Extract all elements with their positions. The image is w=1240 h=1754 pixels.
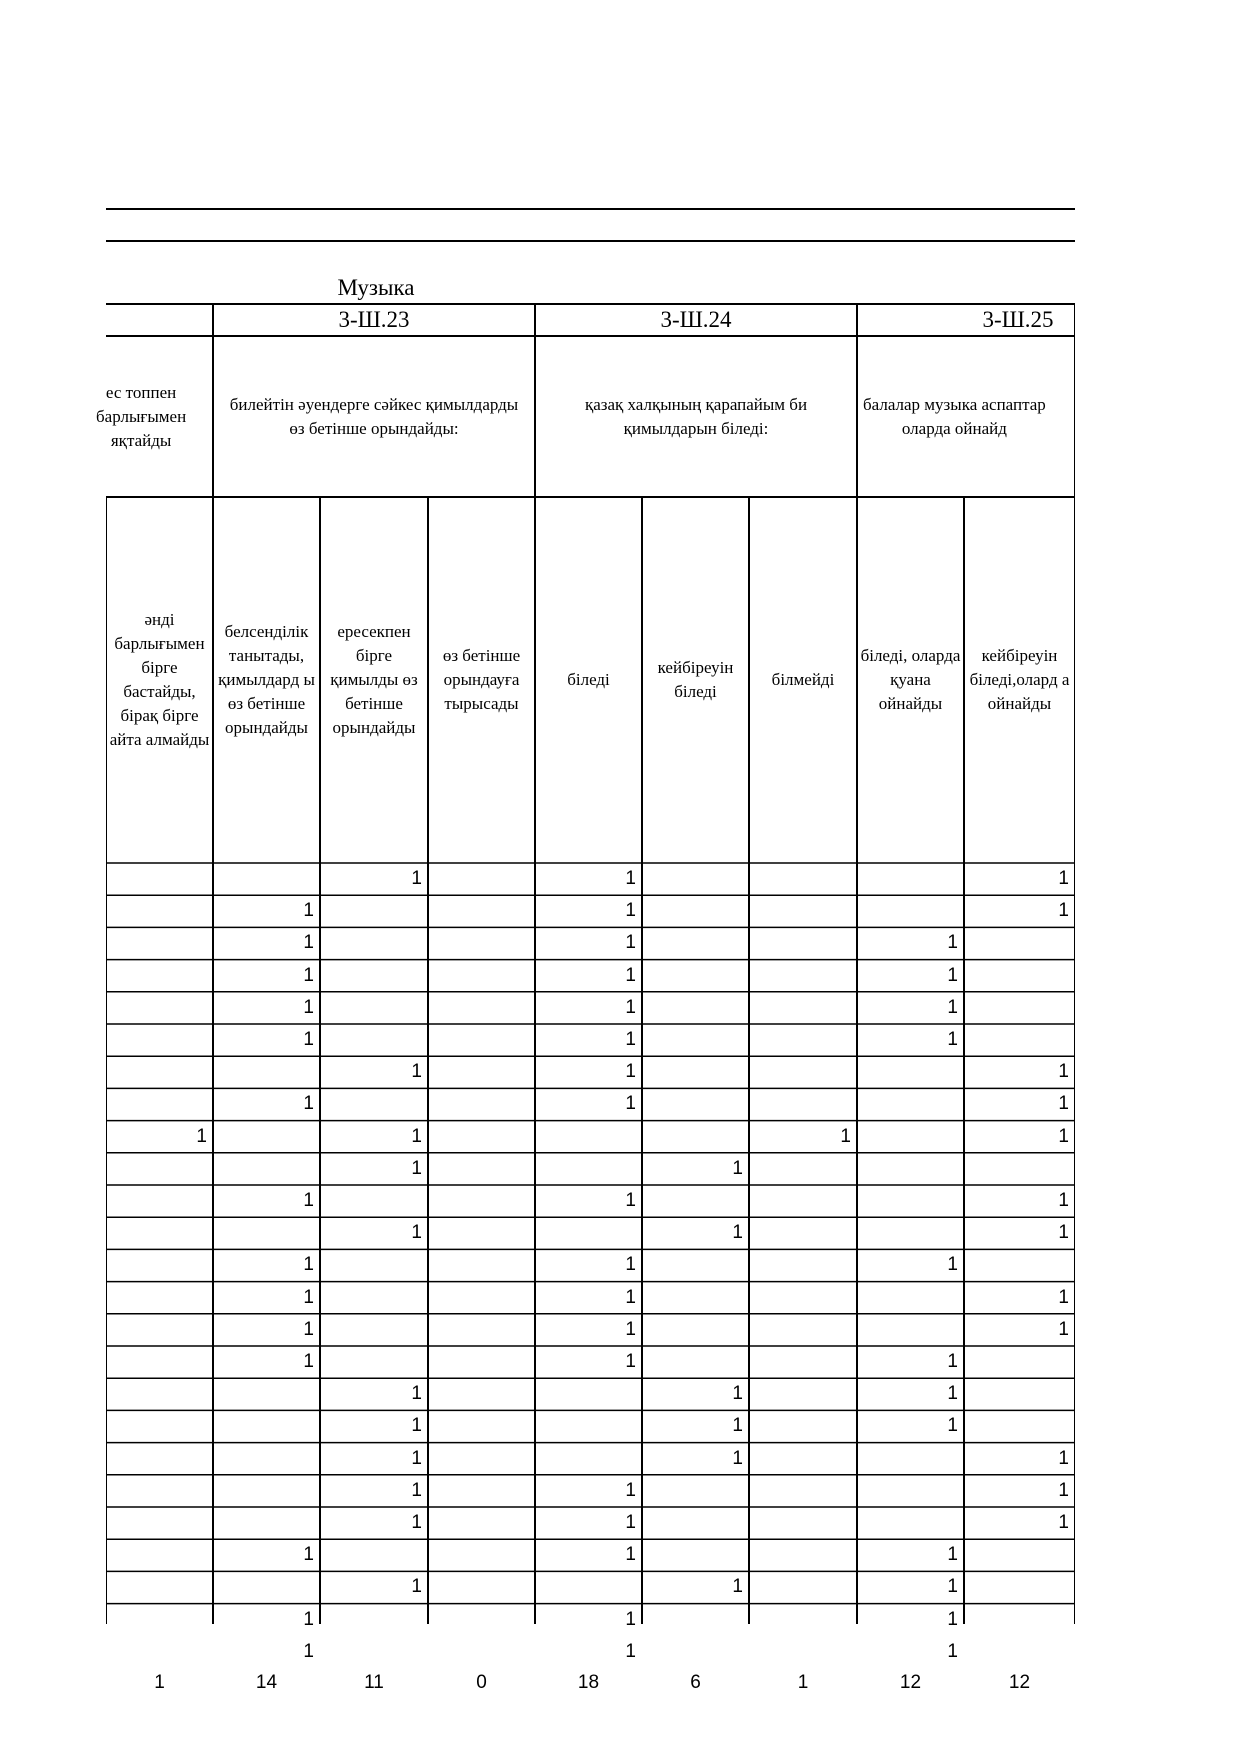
table-cell: 1	[303, 1351, 314, 1373]
table-cell: 1	[625, 1190, 636, 1212]
table-cell: 1	[947, 1576, 958, 1598]
table-cell: 1	[732, 1157, 743, 1179]
table-cell: 1	[732, 1415, 743, 1437]
total-cell: 12	[1008, 1672, 1031, 1693]
table-cell: 1	[1058, 868, 1069, 890]
table-cell: 1	[947, 1029, 958, 1051]
table-cell: 1	[625, 900, 636, 922]
table-cell: 1	[303, 1029, 314, 1051]
total-cell: 11	[364, 1672, 384, 1693]
second-rule	[106, 240, 1075, 242]
group-header-kazakh-dance: қазақ халқының қарапайым би қимылдарын біледі:	[584, 394, 808, 438]
column-header-8: біледі, оларда қуана ойнайды	[860, 646, 961, 713]
table-cell: 1	[303, 1544, 314, 1566]
table-cell: 1	[625, 1608, 636, 1630]
table-cell: 1	[1058, 1286, 1069, 1308]
table-cell: 1	[303, 932, 314, 954]
table-cell: 1	[303, 1093, 314, 1115]
table-cell: 1	[1058, 1061, 1069, 1083]
column-header-1: әнді барлығымен бірге бастайды, бірақ бірге айта алмайды	[109, 610, 210, 749]
column-header-6: кейбіреуін біледі	[657, 658, 734, 701]
code-3-sh-24: 3-Ш.24	[660, 307, 732, 332]
total-cell: 1	[154, 1672, 165, 1693]
table-cell: 1	[303, 964, 314, 986]
table-cell: 1	[1058, 1125, 1069, 1147]
table-cell: 1	[625, 1286, 636, 1308]
column-header-9: кейбіреуін біледі,олард а ойнайды	[969, 646, 1070, 713]
table-cell: 1	[625, 1061, 636, 1083]
table-cell: 1	[411, 1125, 422, 1147]
table-cell: 1	[732, 1576, 743, 1598]
table-cell: 1	[947, 996, 958, 1018]
table-cell: 1	[947, 1640, 958, 1662]
table-cell: 1	[947, 1351, 958, 1373]
table-cell: 1	[411, 868, 422, 890]
table-cell: 1	[625, 964, 636, 986]
table-cell: 1	[625, 1318, 636, 1340]
table-cell: 1	[947, 1415, 958, 1437]
table-cell: 1	[625, 1640, 636, 1662]
table-cell: 1	[303, 1254, 314, 1276]
table-cell: 1	[411, 1576, 422, 1598]
assessment-table	[96, 272, 1075, 1693]
table-cell: 1	[1058, 1190, 1069, 1212]
total-cell: 12	[899, 1672, 922, 1693]
total-cell: 0	[476, 1672, 487, 1693]
column-header-5: біледі	[567, 670, 610, 689]
table-cell: 1	[411, 1383, 422, 1405]
table-cell: 1	[1058, 1447, 1069, 1469]
table-cell: 1	[947, 1608, 958, 1630]
table-cell: 1	[411, 1447, 422, 1469]
column-header-2: белсенділік танытады, қимылдард ы өз бетінше орындайды	[218, 622, 315, 737]
table-cell: 1	[1058, 1479, 1069, 1501]
table-cell: 1	[411, 1061, 422, 1083]
table-cell: 1	[411, 1512, 422, 1534]
total-cell: 14	[255, 1672, 278, 1693]
table-cell: 1	[625, 932, 636, 954]
table-cell: 1	[947, 932, 958, 954]
table-cell: 1	[196, 1125, 207, 1147]
total-cell: 6	[690, 1672, 701, 1693]
table-cell: 1	[303, 900, 314, 922]
table-cell: 1	[947, 964, 958, 986]
table-cell: 1	[625, 868, 636, 890]
total-cell: 18	[577, 1672, 600, 1693]
table-cell: 1	[625, 1512, 636, 1534]
table-cell: 1	[625, 1351, 636, 1373]
table-cell: 1	[625, 1254, 636, 1276]
table-cell: 1	[732, 1222, 743, 1244]
column-header-4: өз бетінше орындауға тырысады	[442, 646, 521, 713]
table-cell: 1	[625, 1479, 636, 1501]
table-cell: 1	[411, 1479, 422, 1501]
group-header-song: ес топпен барлығымен яқтайды	[96, 382, 187, 450]
section-title: Музыка	[337, 275, 415, 300]
table-cell: 1	[625, 1093, 636, 1115]
table-cell: 1	[303, 1190, 314, 1212]
table-cell: 1	[625, 996, 636, 1018]
table-cell: 1	[840, 1125, 851, 1147]
table-cell: 1	[411, 1157, 422, 1179]
table-cell: 1	[947, 1383, 958, 1405]
table-cell: 1	[411, 1222, 422, 1244]
table-cell: 1	[1058, 1093, 1069, 1115]
column-header-3: ересекпен бірге қимылды өз бетінше орындайды	[330, 622, 418, 737]
table-cell: 1	[303, 1286, 314, 1308]
table-cell: 1	[303, 1608, 314, 1630]
table-cell: 1	[1058, 1222, 1069, 1244]
table-cell: 1	[1058, 1512, 1069, 1534]
table-cell: 1	[732, 1383, 743, 1405]
group-header-instruments: балалар музыка аспаптар оларда ойнайд	[863, 394, 1046, 438]
table-cell: 1	[1058, 900, 1069, 922]
table-cell: 1	[625, 1544, 636, 1566]
table-cell: 1	[947, 1254, 958, 1276]
total-cell: 1	[797, 1672, 809, 1693]
table-cell: 1	[732, 1447, 743, 1469]
table-cell: 1	[1058, 1318, 1069, 1340]
table-cell: 1	[303, 996, 314, 1018]
group-header-dance-movements: билейтін әуендерге сәйкес қимылдарды өз бетінше орындайды:	[229, 394, 519, 438]
code-3-sh-23: 3-Ш.23	[338, 307, 410, 332]
column-header-7: білмейді	[771, 670, 835, 689]
table-cell: 1	[947, 1544, 958, 1566]
table-cell: 1	[625, 1029, 636, 1051]
top-rule	[106, 208, 1075, 210]
table-cell: 1	[411, 1415, 422, 1437]
code-3-sh-25: 3-Ш.25	[982, 307, 1054, 332]
table-cell: 1	[303, 1318, 314, 1340]
table-cell: 1	[303, 1640, 314, 1662]
